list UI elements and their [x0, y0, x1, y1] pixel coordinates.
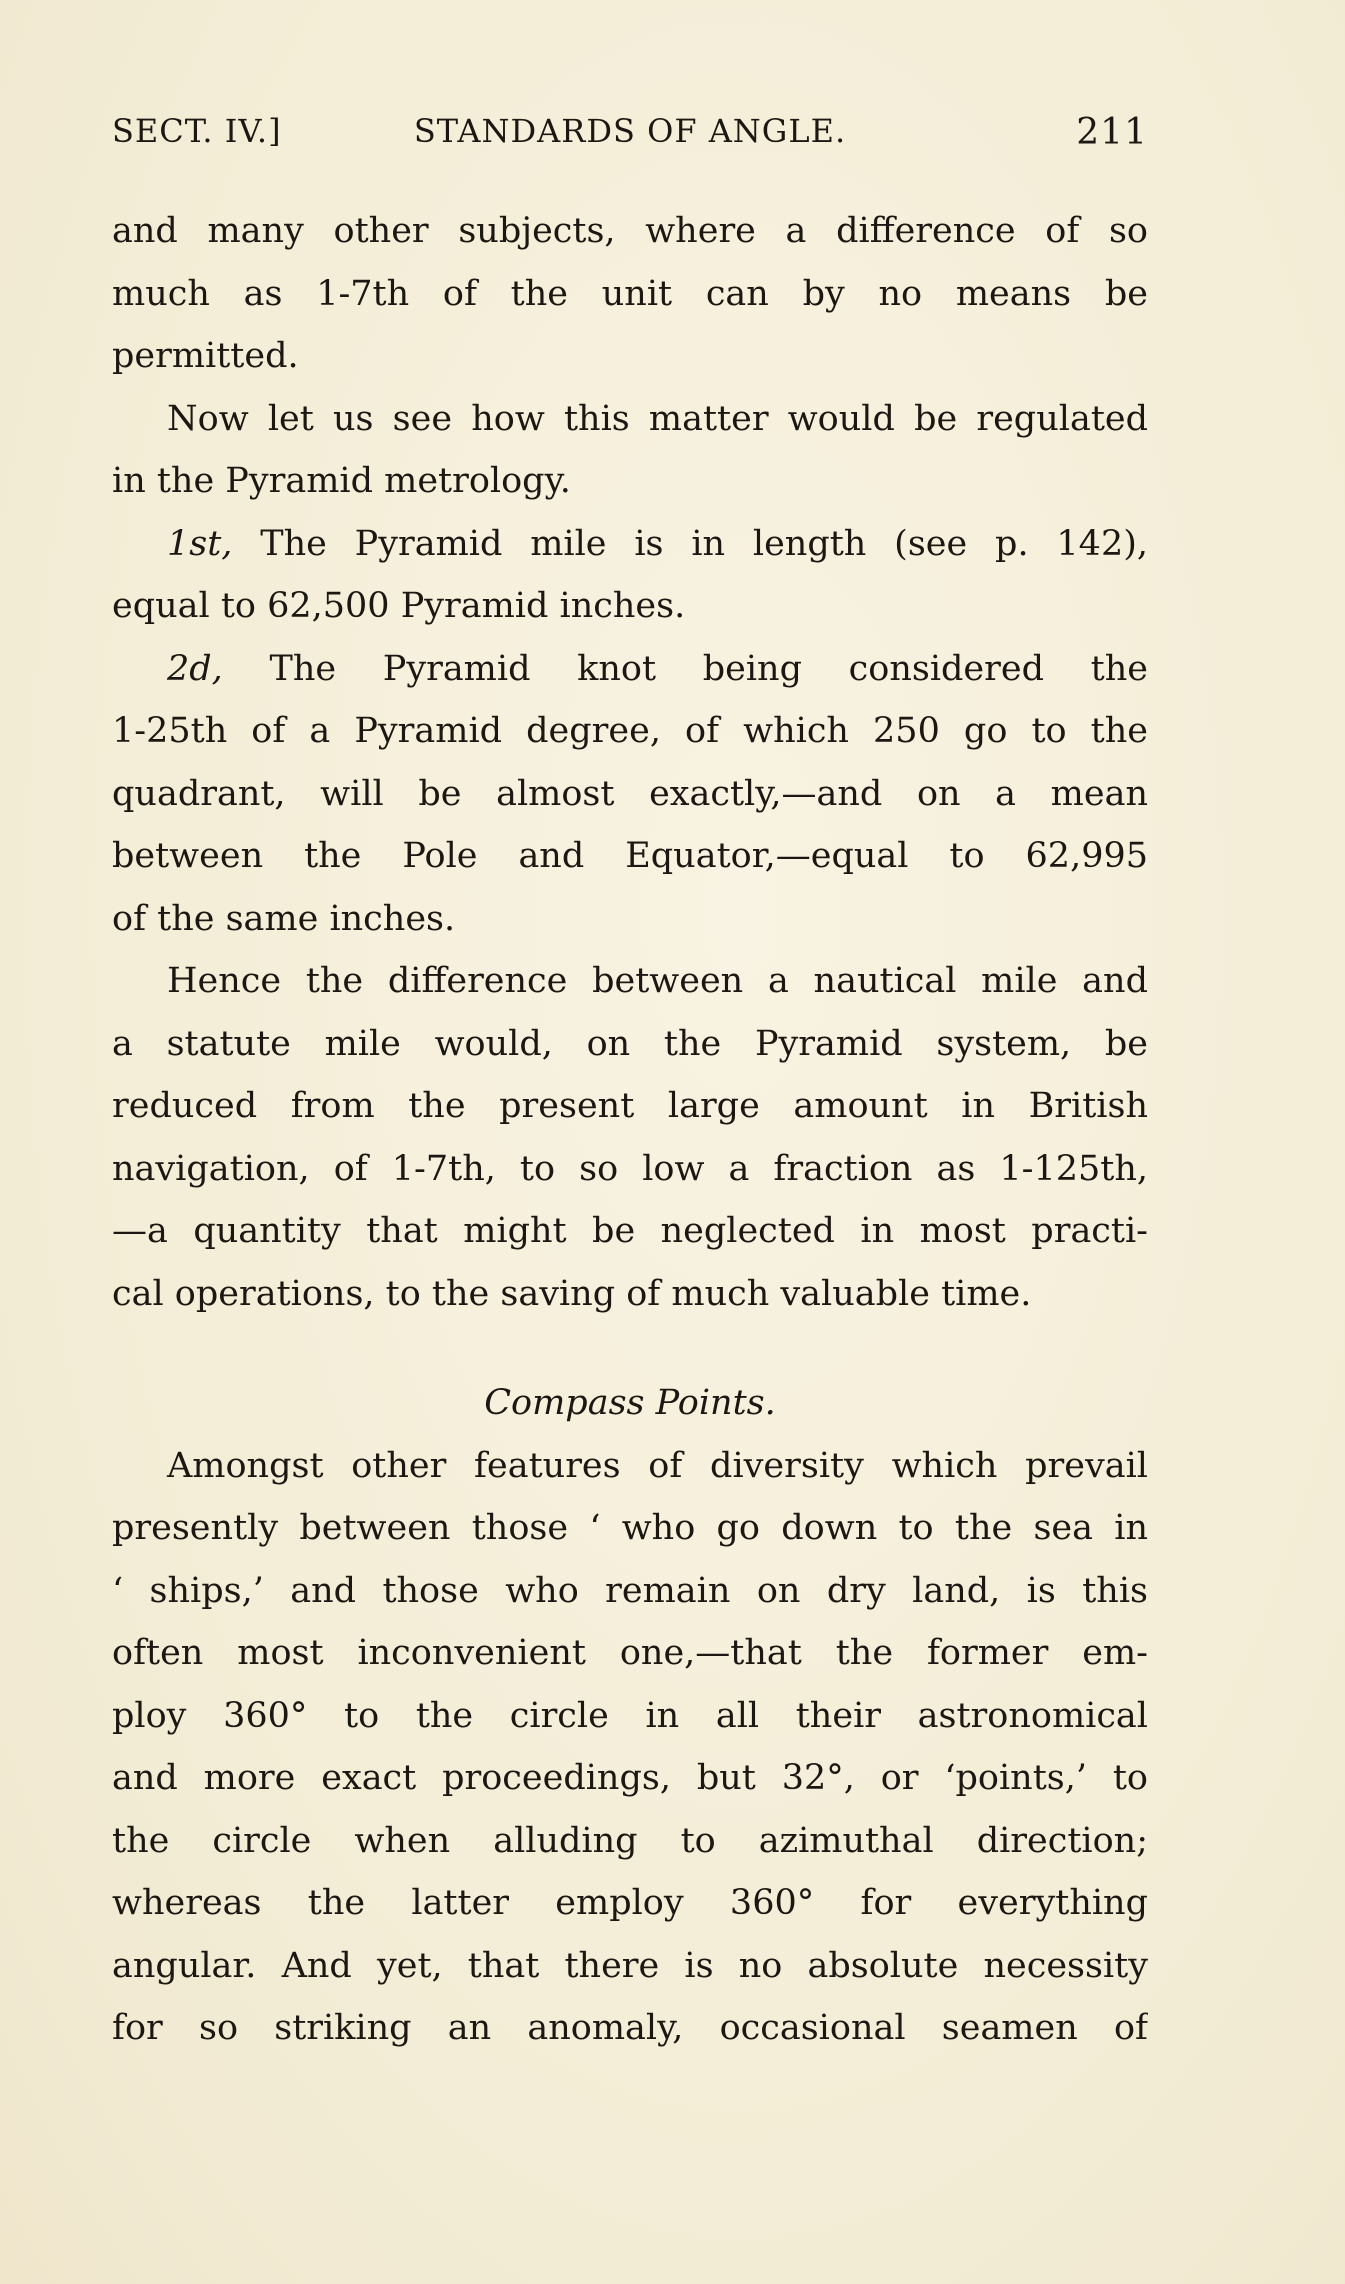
paragraph-marker: 1st,	[167, 523, 233, 564]
text-line	[112, 638, 1148, 701]
text-line: presently between those ‘ who go down to the sea in	[112, 1508, 1148, 1548]
text-span: The Pyramid knot being considered the	[222, 648, 1148, 689]
text-line: 1-25th of a Pyramid degree, of which 250 go to the	[112, 711, 1148, 751]
text-line: and many other subjects, where a difference of so	[112, 211, 1148, 251]
text-line: equal to 62,500 Pyramid inches.	[112, 586, 686, 626]
text-line: whereas the latter employ 360° for everything	[112, 1883, 1148, 1923]
text-line: between the Pole and Equator,—equal to 62,995	[112, 836, 1148, 876]
text-line: for so striking an anomaly, occasional seamen of	[112, 2008, 1148, 2048]
text-line: a statute mile would, on the Pyramid system, be	[112, 1023, 1148, 1064]
text-line: —a quantity that might be neglected in most practi-	[112, 1211, 1148, 1251]
text-line: and more exact proceedings, but 32°, or ‘points,’ to	[112, 1758, 1148, 1798]
text-line: ‘ ships,’ and those who remain on dry land, is this	[112, 1570, 1148, 1611]
text-line: angular. And yet, that there is no absolute necessity	[112, 1945, 1148, 1986]
text-line: ploy 360° to the circle in all their astronomical	[112, 1695, 1148, 1736]
page-number: 211	[1076, 112, 1148, 153]
body-text	[112, 200, 1148, 2060]
text-line: reduced from the present large amount in British	[112, 1086, 1148, 1126]
text-line	[112, 513, 1148, 576]
chapter-title: STANDARDS OF ANGLE.	[413, 112, 847, 150]
text-line: in the Pyramid metrology.	[112, 461, 571, 501]
text-line: the circle when alluding to azimuthal direction;	[112, 1820, 1148, 1861]
section-label: SECT. IV.]	[112, 112, 282, 150]
text-line: Hence the difference between a nautical mile and	[167, 961, 1148, 1001]
running-head	[112, 112, 1148, 162]
text-line: quadrant, will be almost exactly,—and on a mean	[112, 773, 1148, 814]
text-line: Now let us see how this matter would be regulated	[167, 398, 1148, 439]
text-line: much as 1-7th of the unit can by no means be	[112, 273, 1148, 314]
text-line: Amongst other features of diversity which prevail	[167, 1445, 1148, 1486]
paragraph-marker: 2d,	[167, 648, 223, 689]
text-line: permitted.	[112, 336, 299, 376]
text-line: often most inconvenient one,—that the former em-	[112, 1633, 1148, 1673]
section-heading: Compass Points.	[484, 1383, 776, 1423]
text-line: navigation, of 1-7th, to so low a fraction as 1-125th,	[112, 1148, 1148, 1189]
text-line: cal operations, to the saving of much valuable time.	[112, 1273, 1032, 1314]
text-span: The Pyramid mile is in length (see p. 142),	[232, 523, 1148, 564]
text-line: of the same inches.	[112, 898, 456, 939]
